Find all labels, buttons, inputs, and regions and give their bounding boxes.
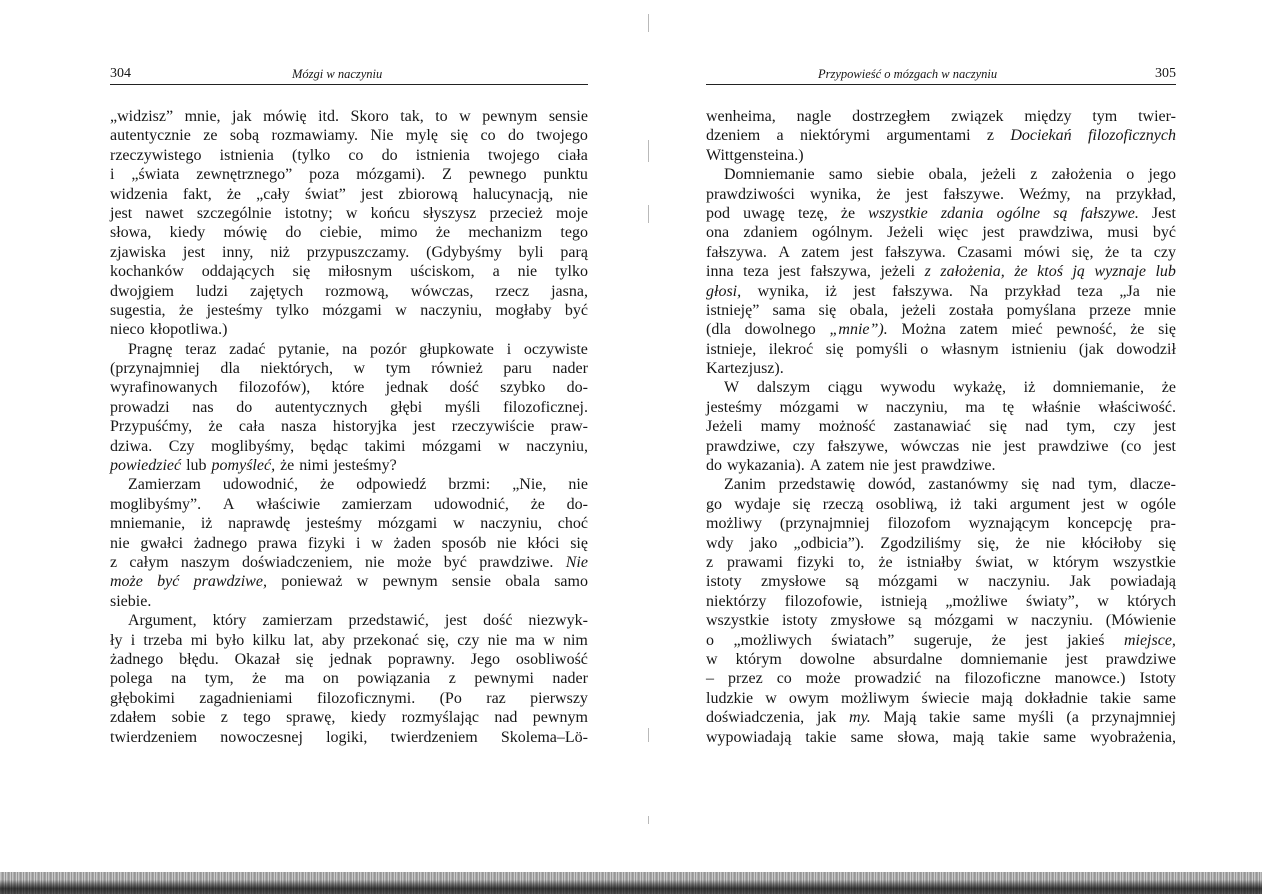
text-line: rzeczywistego istnienia (tylko co do istnienia twojego ciała <box>110 146 588 164</box>
left-running-title: Mózgi w naczyniu <box>292 67 383 81</box>
right-running-head <box>706 64 1176 85</box>
text-line: w którym dowolne absurdalne domniemanie jest prawdziwe <box>706 650 1176 668</box>
text-line: wyrafinowanych filozofów), które jednak dość szybko do- <box>110 379 588 397</box>
left-page-number: 304 <box>110 66 131 81</box>
text-line: nieco kłopotliwa.) <box>110 321 228 339</box>
text-line: pod uwagę tezę, że wszystkie zdania ogólne są fałszywe. Jest <box>706 204 1176 222</box>
text-line: zjawiska jest inny, niż przypuszczamy. (Gdybyśmy byli parą <box>110 243 588 261</box>
text-line: może być prawdziwe, ponieważ w pewnym sensie obala samo <box>110 573 588 591</box>
text-line: istnieje, ilekroć się pomyśli o własnym istnieniu (jak dowodził <box>706 340 1176 358</box>
text-line: Domniemanie samo siebie obala, jeżeli z założenia o jego <box>724 166 1176 184</box>
text-line: Zamierzam udowodnić, że odpowiedź brzmi: „Nie, nie <box>128 476 588 494</box>
text-line: głębokimi zagadnieniami filozoficznymi. (Po raz pierwszy <box>110 689 588 707</box>
text-line: moglibyśmy”. A właściwie zamierzam udowodnić, że do- <box>110 495 588 513</box>
text-line: widzenia fakt, że „cały świat” jest zbiorową halucynacją, nie <box>110 185 588 203</box>
text-line: Zanim przedstawię dowód, zastanówmy się nad tym, dlacze- <box>724 476 1176 494</box>
text-line: możliwy (przynajmniej filozofom wyznającym koncepcję pra- <box>706 515 1176 533</box>
text-line: zdałem sobie z tego sprawę, kiedy rozmyślając nad pewnym <box>110 709 588 727</box>
text-line: prawdziwości wynika, że jest fałszywe. Weźmy, na przykład, <box>706 185 1176 203</box>
text-line: fałszywa. A zatem jest fałszywa. Czasami mówi się, że ta czy <box>706 243 1176 261</box>
text-line: niektórzy filozofowie, istnieją „możliwe światy”, w których <box>706 592 1176 610</box>
right-page-number: 305 <box>1155 66 1176 81</box>
text-line: istnieję” sama się obala, jeżeli została pomyślana przeze mnie <box>706 301 1176 319</box>
text-line: W dalszym ciągu wywodu wykażę, iż domniemanie, że <box>724 379 1176 397</box>
text-line: o „możliwych światach” sugeruje, że jest jakieś miejsce, <box>706 631 1176 649</box>
scan-bottom-edge <box>0 872 1262 894</box>
text-line: sugestia, że jesteśmy tylko mózgami w naczyniu, mogłaby być <box>110 301 588 319</box>
text-line: autentycznie ze sobą rozmawiamy. Nie mylę się co do twojego <box>110 127 588 145</box>
text-line: dzeniem a niektórymi argumentami z Dociekań filozoficznych <box>706 127 1176 145</box>
text-line: dwojgiem ludzi zajętych rozmową, wówczas, rzecz jasna, <box>110 282 588 300</box>
left-running-head <box>110 64 588 85</box>
text-line: Argument, który zamierzam przedstawić, jest dość niezwyk- <box>128 612 588 630</box>
text-line: „widzisz” mnie, jak mówię itd. Skoro tak, to w pewnym sensie <box>110 108 588 125</box>
right-running-title: Przypowieść o mózgach w naczyniu <box>818 67 998 81</box>
text-line: nie gwałci żadnego prawa fizyki i w żaden sposób nie kłóci się <box>110 534 588 552</box>
text-line: żadnego błędu. Okazał się jednak poprawny. Jego osobliwość <box>110 650 588 668</box>
text-line: wdy jako „odbicia”). Zgodziliśmy się, że nie kłóciłoby się <box>706 534 1176 552</box>
text-line: siebie. <box>110 592 152 610</box>
text-line: powiedzieć lub pomyśleć, że nimi jesteśmy? <box>110 457 397 475</box>
text-line: z całym naszym doświadczeniem, nie może być prawdziwe. Nie <box>110 553 588 571</box>
text-line: istoty zmysłowe są mózgami w naczyniu. Jak powiadają <box>706 573 1176 591</box>
text-line: mniemanie, iż naprawdę jesteśmy mózgami w naczyniu, choć <box>110 515 588 533</box>
text-line: Jeżeli mamy możność zastanawiać się nad tym, czy jest <box>706 418 1176 436</box>
text-line: doświadczenia, jak my. Mają takie same myśli (a przynajmniej <box>706 709 1176 727</box>
text-line: twierdzeniem nowoczesnej logiki, twierdzeniem Skolema–Lö- <box>110 728 588 746</box>
text-line: i „świata zewnętrznego” poza mózgami). Z pewnego punktu <box>110 166 588 184</box>
text-line: Kartezjusz). <box>706 360 784 378</box>
text-line: prawdziwe, czy fałszywe, wówczas nie jest prawdziwe (co jest <box>706 437 1176 455</box>
text-line: ły i trzeba mi było kilku lat, aby przekonać się, czy nie ma w nim <box>110 631 588 649</box>
text-line: dziwa. Czy moglibyśmy, będąc takimi mózgami w naczyniu, <box>110 437 588 455</box>
right-body-text <box>706 107 1176 747</box>
text-line: głosi, wynika, iż jest fałszywa. Na przykład teza „Ja nie <box>706 282 1176 300</box>
text-line: jesteśmy mózgami w naczyniu, ma tę właśnie właściwość. <box>706 398 1176 416</box>
text-line: polega na tym, że ma on powiązania z pewnymi nader <box>110 670 588 688</box>
text-line: (przynajmniej dla niektórych, w tym również paru nader <box>110 360 588 378</box>
text-line: go wydaje się rzeczą osobliwą, iż taki argument jest w ogóle <box>706 495 1176 513</box>
text-line: jest nawet szczególnie istotny; w końcu słyszysz przecież moje <box>110 204 588 222</box>
text-line: wenheima, nagle dostrzegłem związek między tym twier- <box>706 108 1176 125</box>
gutter-marks <box>646 0 652 894</box>
text-line: Przypuśćmy, że cała nasza historyjka jest rzeczywiście praw- <box>110 418 588 436</box>
text-line: – przez co może prowadzić na filozoficzne manowce.) Istoty <box>706 670 1176 688</box>
text-line: ona zdaniem ogólnym. Jeżeli więc jest prawdziwa, musi być <box>706 224 1176 242</box>
text-line: wypowiadają takie same słowa, mają takie same wyobrażenia, <box>706 728 1176 746</box>
text-line: Pragnę teraz zadać pytanie, na pozór głupkowate i oczywiste <box>128 340 588 358</box>
text-line: ludzkie w owym możliwym świecie mają dokładnie takie same <box>706 689 1176 707</box>
text-line: inna teza jest fałszywa, jeżeli z założenia, że ktoś ją wyznaje lub <box>706 263 1176 281</box>
text-line: wszystkie istoty zmysłowe są mózgami w naczyniu. (Mówienie <box>706 612 1176 630</box>
text-line: Wittgensteina.) <box>706 146 804 164</box>
text-line: prowadzi nas do autentycznych głębi myśli filozoficznej. <box>110 398 588 416</box>
text-line: słowa, kiedy mówię do ciebie, mimo że mechanizm tego <box>110 224 588 242</box>
text-line: kochanków oddających się miłosnym uściskom, a nie tylko <box>110 263 588 281</box>
text-line: z prawami fizyki to, że istniałby świat, w którym wszystkie <box>706 553 1176 571</box>
text-line: do wykazania). A zatem nie jest prawdziwe. <box>706 457 996 475</box>
text-line: (dla dowolnego „mnie”). Można zatem mieć pewność, że się <box>706 321 1176 339</box>
left-body-text <box>110 107 588 747</box>
